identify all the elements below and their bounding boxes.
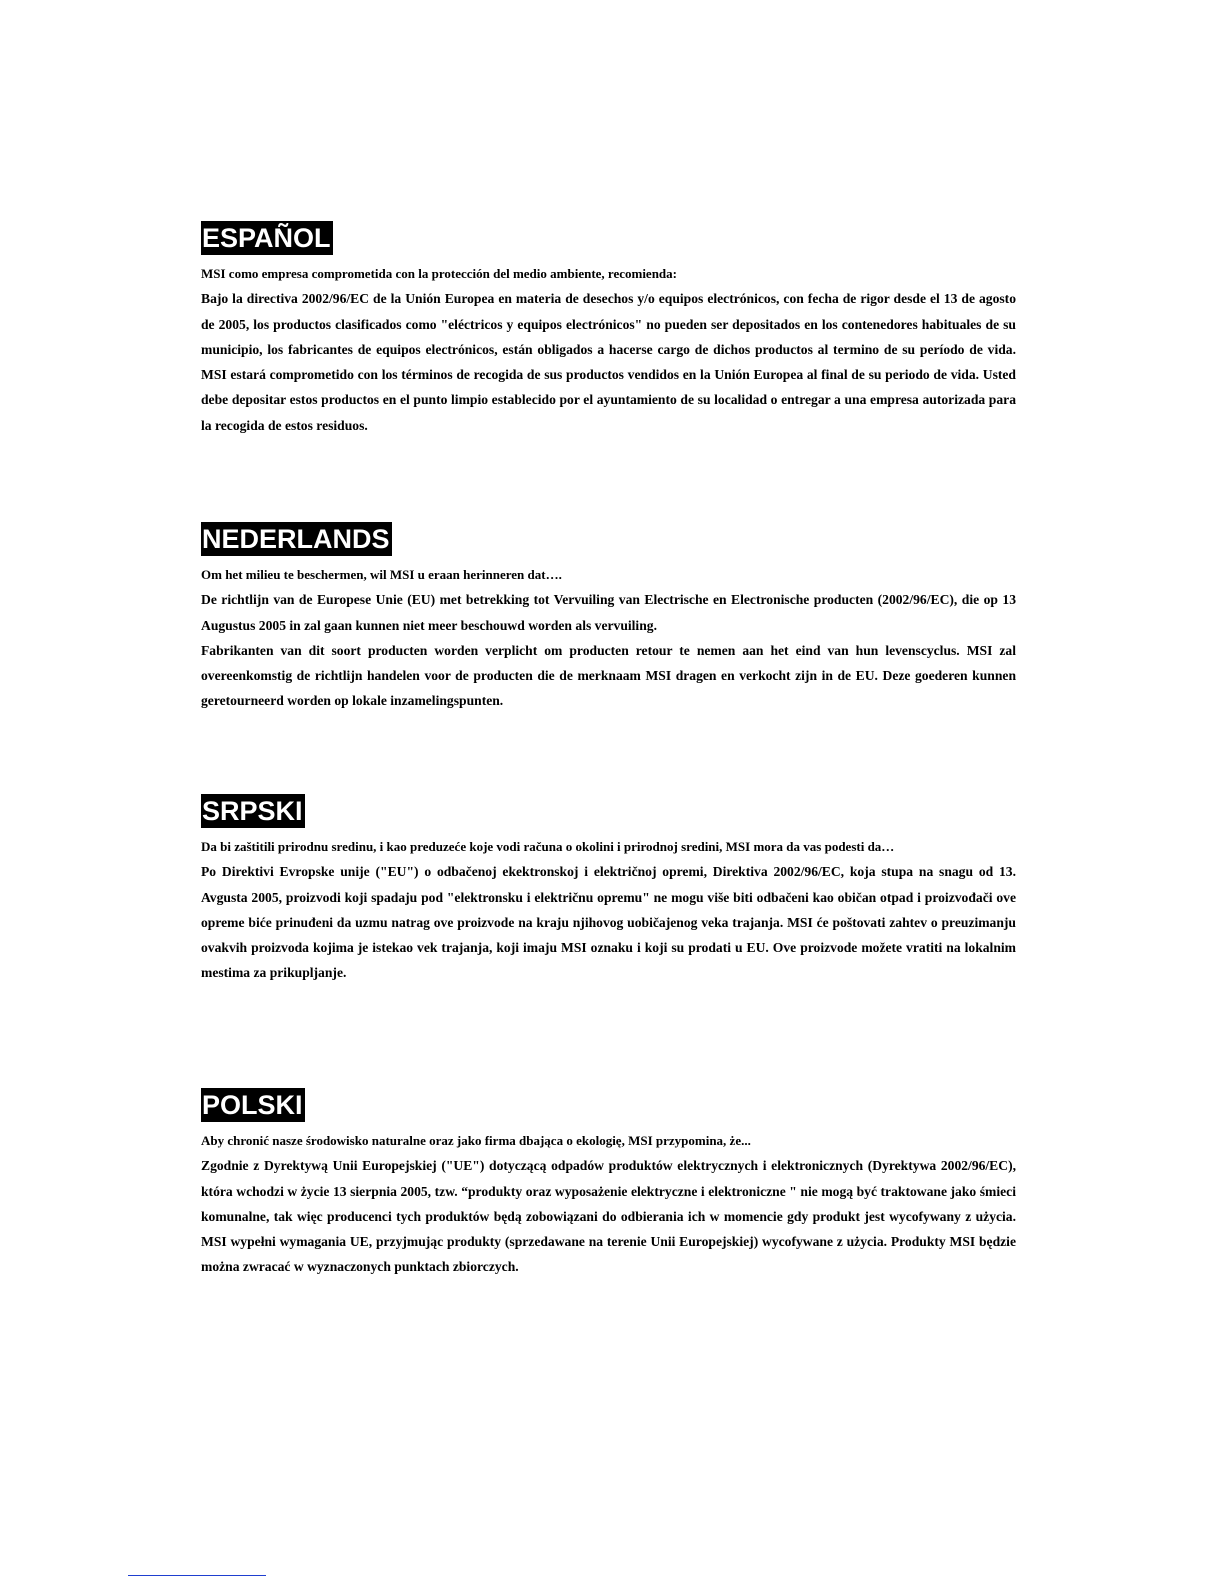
section-heading: ESPAÑOL	[202, 223, 331, 253]
section-nederlands	[201, 522, 1016, 714]
section-body: Bajo la directiva 2002/96/EC de la Unión Europea en materia de desechos y/o equipos electrónicos, con fecha de rigor desde el 13 de agosto de 2005, los productos clasificados como "eléctricos y equipos electrónicos" no pueden ser depositados en los contenedores habituales de su municipio, los fabricantes de equipos electrónicos, están obligados a hacerse cargo de dichos productos al termino de su período de vida. MSI estará comprometido con los términos de recogida de sus productos vendidos en la Unión Europea al final de su periodo de vida. Usted debe depositar estos productos en el punto limpio establecido por el ayuntamiento de su localidad o entregar a una empresa autorizada para la recogida de estos residuos.	[201, 291, 1016, 433]
section-body: Po Direktivi Evropske unije ("EU") o odbačenoj ekektronskoj i električnoj opremi, Direktiva 2002/96/EC, koja stupa na snagu od 13. Avgusta 2005, proizvodi koji spadaju pod "elektronsku i električnu opremu" ne mogu više biti odbačeni kao običan otpad i proizvođači ove opreme biće prinuđeni da uzmu natrag ove proizvode na kraju njihovog uobičajenog veka trajanja. MSI će poštovati zahtev o preuzimanju ovakvih proizvoda kojima je istekao vek trajanja, koji imaju MSI oznaku i koji su prodati u EU. Ove proizvode možete vratiti na lokalnim mestima za prikupljanje.	[201, 864, 1016, 981]
footer-rule	[128, 1575, 266, 1576]
section-srpski	[201, 794, 1016, 986]
section-intro: Aby chronić nasze środowisko naturalne oraz jako firma dbająca o ekologię, MSI przypomina, że...	[201, 1133, 751, 1148]
section-heading: NEDERLANDS	[202, 524, 390, 554]
section-heading: SRPSKI	[202, 796, 303, 826]
section-intro: MSI como empresa comprometida con la protección del medio ambiente, recomienda:	[201, 266, 677, 281]
section-espanol	[201, 221, 1016, 438]
section-intro: Da bi zaštitili prirodnu sredinu, i kao preduzeće koje vodi računa o okolini i prirodnoj sredini, MSI mora da vas podesti da…	[201, 839, 895, 854]
section-body: Zgodnie z Dyrektywą Unii Europejskiej ("UE") dotyczącą odpadów produktów elektrycznych i elektronicznych (Dyrektywa 2002/96/EC), która wchodzi w życie 13 sierpnia 2005, tzw. “produkty oraz wyposażenie elektryczne i elektroniczne " nie mogą być traktowane jako śmieci komunalne, tak więc producenci tych produktów będą zobowiązani do odbierania ich w momencie gdy produkt jest wycofywany z użycia. MSI wypełni wymagania UE, przyjmując produkty (sprzedawane na terenie Unii Europejskiej) wycofywane z użycia. Produkty MSI będzie można zwracać w wyznaczonych punktach zbiorczych.	[201, 1158, 1016, 1275]
section-body: De richtlijn van de Europese Unie (EU) met betrekking tot Vervuiling van Electrische en Electronische producten (2002/96/EC), die op 13 Augustus 2005 in zal gaan kunnen niet meer beschouwd worden als vervuiling.	[201, 592, 1016, 633]
section-polski	[201, 1088, 1016, 1280]
section-body: Fabrikanten van dit soort producten worden verplicht om producten retour te nemen aan het eind van hun levenscyclus. MSI zal overeenkomstig de richtlijn handelen voor de producten die de merknaam MSI dragen en verkocht zijn in de EU. Deze goederen kunnen geretourneerd worden op lokale inzamelingspunten.	[201, 642, 1016, 709]
section-intro: Om het milieu te beschermen, wil MSI u eraan herinneren dat….	[201, 567, 562, 582]
section-heading: POLSKI	[202, 1090, 303, 1120]
